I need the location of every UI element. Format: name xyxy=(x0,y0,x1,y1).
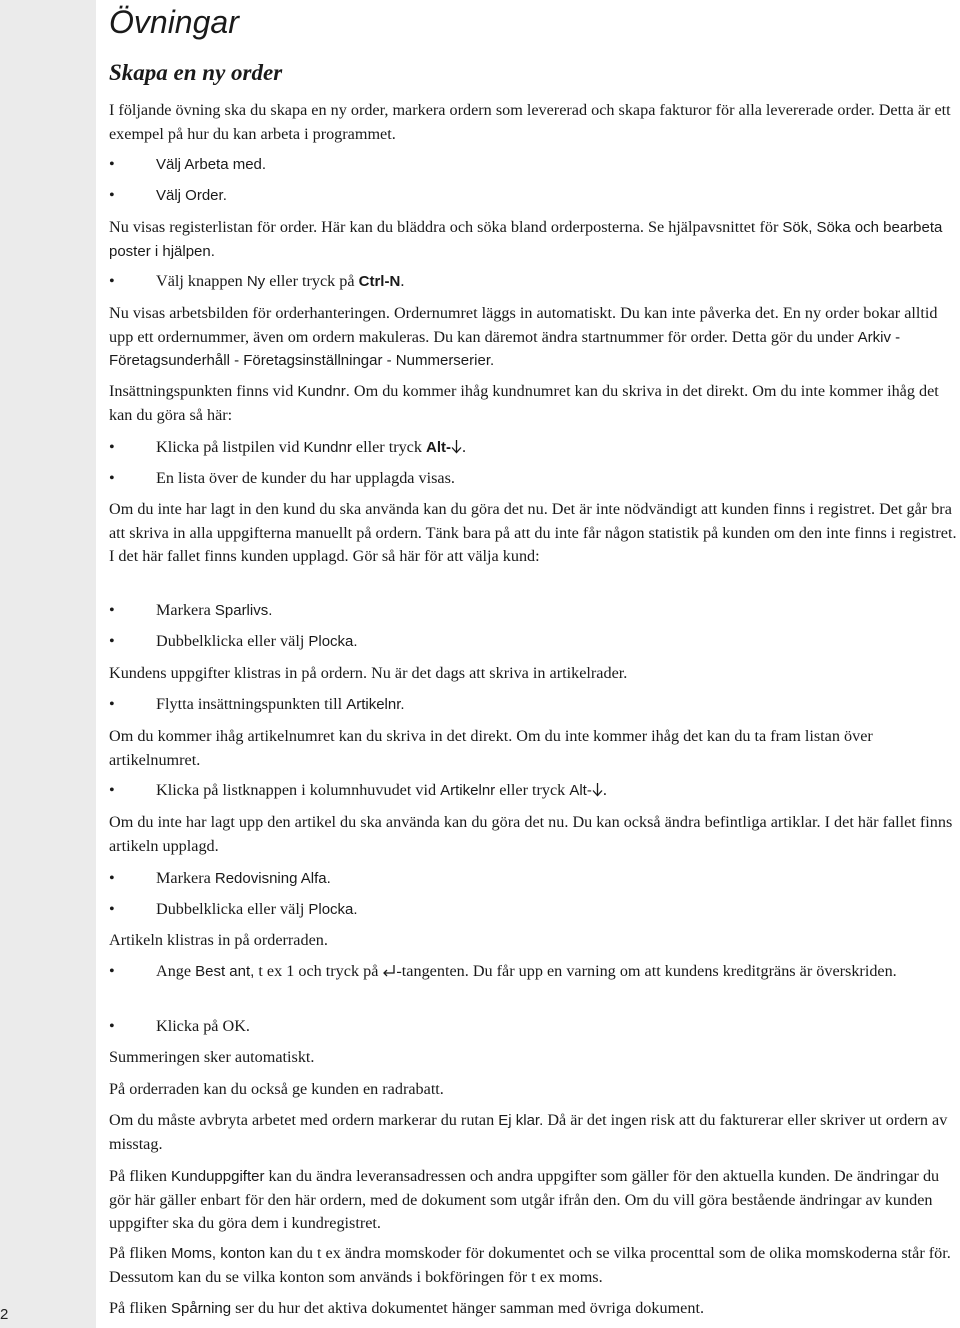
instruction-text: Ange xyxy=(156,962,196,980)
enter-key-icon xyxy=(382,964,396,977)
bullet: • xyxy=(109,632,115,650)
ui-term: Sök, xyxy=(782,219,813,236)
paragraph-text: Om du måste avbryta arbetet med ordern markerar du rutan xyxy=(109,1111,499,1129)
instruction-text: Klicka på listpilen vid xyxy=(156,438,304,456)
instruction-text: Flytta insättningspunkten till xyxy=(156,695,347,713)
paragraph-text: kan du t ex ändra momskoder för dokumentet och se vilka procenttal som de olika momskoderna står för. Dessutom kan du se vilka konton som används i bokföringen för t ex moms. xyxy=(109,1244,951,1286)
ui-term: Redovisning Alfa. xyxy=(214,870,331,887)
ui-term: Ej klar. xyxy=(498,1112,544,1129)
instruction-text: Välj knappen xyxy=(156,272,247,290)
paragraph-text: Insättningspunkten finns vid xyxy=(109,382,298,400)
bullet: • xyxy=(109,695,115,713)
paragraph-text: Då är det ingen risk att du fakturerar eller skriver ut ordern av misstag. xyxy=(109,1111,948,1153)
ui-term: Spårning xyxy=(171,1300,232,1317)
ui-term: Artikelnr. xyxy=(346,696,405,713)
ui-term: Plocka. xyxy=(308,633,358,650)
paragraph: Artikeln klistras in på orderraden. xyxy=(109,931,328,949)
instruction-text: eller tryck xyxy=(495,781,570,799)
paragraph xyxy=(109,380,959,427)
ui-term: Kundnr xyxy=(303,439,352,456)
bullet: • xyxy=(109,962,115,980)
bullet: • xyxy=(109,601,115,619)
paragraph-text: Nu visas registerlistan för order. Här kan du bläddra och söka bland orderposterna. Se hjälpavsnittet för xyxy=(109,218,783,236)
paragraph: Om du inte har lagt in den kund du ska använda kan du göra det nu. Det är inte nödvändigt att kunden finns i registret. Det går bra att skriva in alla uppgifterna manuellt på ordern. Tänk bara på att du inte får någon statistik på kunden om den inte finns i registret. I det här fallet finns kunden upplagd. Gör så här för att välja kund: xyxy=(109,500,957,565)
paragraph: Om du inte har lagt upp den artikel du ska använda kan du göra det nu. Du kan också ändra befintliga artiklar. I det här fallet finns artikeln upplagd. xyxy=(109,813,953,855)
ui-term: Artikelnr xyxy=(440,782,496,799)
paragraph xyxy=(109,1165,959,1236)
instruction-text: eller tryck på xyxy=(265,272,359,290)
paragraph xyxy=(109,1109,959,1156)
bullet: • xyxy=(109,438,115,456)
bullet: • xyxy=(109,869,115,887)
bullet: • xyxy=(109,155,115,173)
paragraph: Om du kommer ihåg artikelnumret kan du skriva in det direkt. Om du inte kommer ihåg det kan du ta fram listan över artikelnumret. xyxy=(109,727,873,769)
paragraph-text: På fliken xyxy=(109,1244,172,1262)
ui-term: Plocka. xyxy=(308,901,358,918)
paragraph-text: kan du ändra leveransadressen och andra uppgifter som gäller för den aktuella kunden. De ändringar du gör här gäller enbart för den här ordern, med de dokument som utgår ifrån den. Om du vill göra bestående ändringar av kunden uppgifter ska du göra dem i kundregistret. xyxy=(109,1167,940,1232)
page-margin-bar xyxy=(0,0,96,1328)
paragraph-text: På fliken xyxy=(109,1167,172,1185)
instruction-text: Markera xyxy=(156,601,215,619)
ui-term: Kundnr xyxy=(297,383,346,400)
instruction-text: Dubbelklicka eller välj xyxy=(156,900,309,918)
bullet: • xyxy=(109,781,115,799)
bullet: • xyxy=(109,900,115,918)
paragraph: På orderraden kan du också ge kunden en radrabatt. xyxy=(109,1080,444,1098)
instruction-text: Klicka på listknappen i kolumnhuvudet vid xyxy=(156,781,441,799)
instruction-text: -tangenten. Du får upp en varning om att kundens kreditgräns är överskriden. xyxy=(396,962,897,980)
instruction-text: Välj Arbeta med. xyxy=(156,156,267,173)
bullet: • xyxy=(109,186,115,204)
paragraph-text: Nu visas arbetsbilden för orderhanteringen. Ordernumret läggs in automatiskt. Du kan inte påverka det. En ny order bokar alltid upp ett ordernummer, även om ordern makuleras. Du kan däremot ändra startnummer för order. Detta gör du under xyxy=(109,304,938,346)
instruction-text: Välj Order. xyxy=(156,187,227,204)
instruction-text: Markera xyxy=(156,869,215,887)
down-arrow-icon xyxy=(592,782,603,797)
paragraph xyxy=(109,1297,959,1321)
intro-paragraph: I följande övning ska du skapa en ny order, markera ordern som levererad och skapa fakturor för alla levererade order. Detta är ett exempel på hur du kan arbeta i programmet. xyxy=(109,101,951,143)
ui-term: Söka och bearbeta poster i hjälpen. xyxy=(109,219,943,260)
shortcut-key: Alt- xyxy=(569,782,592,799)
paragraph-text: ser du hur det aktiva dokumentet hänger samman med övriga dokument. xyxy=(231,1299,705,1317)
ui-term: Best ant, xyxy=(195,963,255,980)
bullet: • xyxy=(109,469,115,487)
bullet: • xyxy=(109,1017,115,1035)
ui-term: Moms, konton xyxy=(171,1245,266,1262)
instruction-text: eller tryck xyxy=(351,438,426,456)
bullet: • xyxy=(109,272,115,290)
paragraph xyxy=(109,216,959,263)
paragraph-text: På fliken xyxy=(109,1299,172,1317)
instruction-text: t ex 1 och tryck på xyxy=(254,962,383,980)
paragraph-text: . Om du kommer ihåg kundnumret kan du skriva in det direkt. Om du inte kommer ihåg det kan du göra så här: xyxy=(109,382,939,424)
menu-path: Arkiv - Företagsunderhåll - Företagsinställningar - Nummerserier. xyxy=(109,328,901,369)
paragraph: Kundens uppgifter klistras in på ordern. Nu är det dags att skriva in artikelrader. xyxy=(109,664,628,682)
instruction-text: Dubbelklicka eller välj xyxy=(156,632,309,650)
page-title: Övningar xyxy=(109,4,239,40)
instruction-text: En lista över de kunder du har upplagda visas. xyxy=(156,469,455,487)
shortcut-key: Alt- xyxy=(426,439,451,456)
instruction-text: Klicka på OK. xyxy=(156,1017,250,1035)
document-page: 2 Övningar Skapa en ny order I följande övning ska du skapa en ny order, markera ordern som levererad och skapa fakturor för alla levererade order. Detta är ett exempel på hur du kan arbeta i programmet. • Välj Arbeta med. • Välj Order. Nu visas registerlistan för order. Här kan du bläddra och söka bland orderposterna. Se hjälpavsnittet för Sök, Söka och bearbeta poster i hjälpen. • Välj knappen Ny eller tryck på Ctrl-N. Nu visas arbetsbilden för orderhanteringen. Ordernumret läggs in automatiskt. Du kan inte påverka det. En ny order bokar alltid upp ett ordernummer, även om ordern makuleras. Du kan däremot ändra startnummer för order. Detta gör du under Arkiv - Företagsunderhåll - Företagsinställningar - Nummerserier. Insättningspunkten finns vid Kundnr. Om du kommer ihåg kundnumret kan du skriva in det direkt. Om du inte kommer ihåg det kan du göra så här: • Klicka på listpilen vid Kundnr eller tryck Alt- . • En lista över de kunder du har upplagda visas. Om du inte har lagt in den kund du ska använda kan du göra det nu. Det är inte nödvändigt att kunden finns i registret. Det går bra att skriva in alla uppgifterna manuellt på ordern. Tänk bara på att du inte får någon statistik på kunden om den inte finns i registret. I det här fallet finns kunden upplagd. Gör så här för att välja kund: • Markera Sparlivs. • Dubbelklicka eller välj Plocka. Kundens uppgifter klistras in på ordern. Nu är det dags att skriva in artikelrader. • Flytta insättningspunkten till Artikelnr. Om du kommer ihåg artikelnumret kan du skriva in det direkt. Om du inte kommer ihåg det kan du ta fram listan över artikelnumret. • Klicka på listknappen i kolumnhuvudet vid Artikelnr eller tryck Alt- . Om du inte har lagt upp den artikel du ska använda kan du göra det nu. Du kan också ändra befintliga artiklar. I det här fallet finns artikeln upplagd. • Markera Redovisning Alfa. • Dubbelklicka eller välj Plocka. Artikeln klistras in på orderraden. • Ange Best ant, t ex 1 och tryck på -tangenten. Du får upp en varning om att kundens kreditgräns är överskriden. • Klicka på OK. Summeringen sker automatiskt. På orderraden kan du också ge kunden en radrabatt. Om du måste avbryta arbetet med ordern markerar du rutan Ej klar. Då är det ingen risk att du fakturerar eller skriver ut ordern av misstag. På fliken Kunduppgifter kan du ändra leveransadressen och andra uppgifter som gäller för den aktuella kunden. De ändringar du gör här gäller enbart för den här ordern, med de dokument som utgår ifrån den. Om du vill göra bestående ändringar av kunden uppgifter ska du göra dem i kundregistret. På fliken Moms, konton kan du t ex ändra momskoder för dokumentet och se vilka procenttal som de olika momskoderna står för. Dessutom kan du se vilka konton som används i bokföringen för t ex moms. På fliken Spårning ser du hur det aktiva dokumentet hänger samman med övriga dokument. xyxy=(0,0,960,1328)
ui-term: Ny xyxy=(246,273,266,290)
section-title: Skapa en ny order xyxy=(109,60,283,85)
paragraph xyxy=(109,302,959,373)
down-arrow-icon xyxy=(451,439,462,454)
paragraph: Summeringen sker automatiskt. xyxy=(109,1048,315,1066)
ui-term: Sparlivs. xyxy=(214,602,273,619)
page-number: 2 xyxy=(0,1306,9,1323)
paragraph xyxy=(109,1242,959,1289)
ui-term: Kunduppgifter xyxy=(171,1168,265,1185)
shortcut-key: Ctrl-N xyxy=(358,273,401,290)
